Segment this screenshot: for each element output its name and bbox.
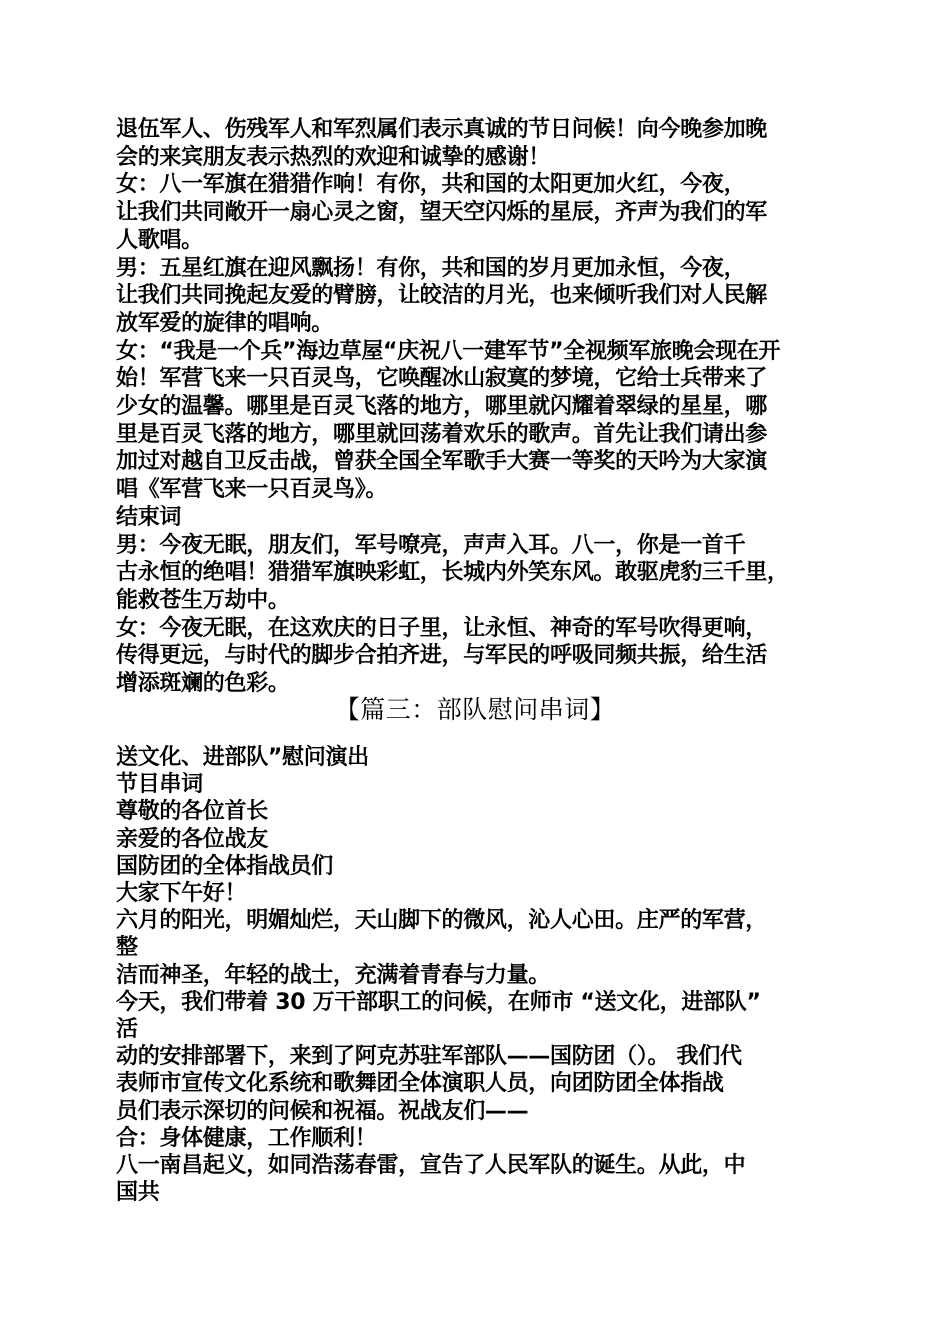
text-line: 结束词 (116, 504, 182, 530)
text-line: 古永恒的绝唱！猎猎军旗映彩虹，长城内外笑东风。敢驱虎豹三千里， (116, 560, 789, 586)
text-line: 男：五星红旗在迎风飘扬！有你，共和国的岁月更加永恒，今夜， (116, 255, 746, 281)
text-line: 国防团的全体指战员们 (116, 853, 334, 879)
text-line: 六月的阳光，明媚灿烂，天山脚下的微风，沁人心田。庄严的军营， (116, 908, 768, 934)
text-line: 今天，我们带着 30 万干部职工的问候，在师市 “送文化，进部队” (116, 989, 761, 1015)
section-three-text (116, 744, 846, 1206)
text-line: 女：“我是一个兵”海边草屋“庆祝八一建军节”全视频军旅晚会现在开 (116, 338, 781, 364)
section-one-text (116, 116, 846, 698)
section-heading: 【篇三：部队慰问串词】 (334, 695, 616, 724)
text-line: 会的来宾朋友表示热烈的欢迎和诚挚的感谢！ (116, 144, 551, 170)
text-line: 里是百灵飞落的地方，哪里就回荡着欢乐的歌声。首先让我们请出参 (116, 421, 768, 447)
text-line: 送文化、进部队”慰问演出 (116, 745, 369, 770)
text-line: 人歌唱。 (116, 227, 203, 253)
text-line: 让我们共同敞开一扇心灵之窗，望天空闪烁的星辰，齐声为我们的军 (116, 200, 768, 226)
text-line: 放军爱的旋律的唱响。 (116, 310, 334, 336)
text-line: 动的安排部署下，来到了阿克苏驻军部队——国防团（）。 我们代 (116, 1044, 742, 1070)
text-line: 女：今夜无眠，在这欢庆的日子里，让永恒、神奇的军号吹得更响， (116, 615, 768, 641)
text-line: 始！军营飞来一只百灵鸟，它唤醒冰山寂寞的梦境，它给士兵带来了 (116, 366, 768, 392)
text-line: 女：八一军旗在猎猎作响！有你，共和国的太阳更加火红，今夜， (116, 172, 746, 198)
text-line: 退伍军人、伤残军人和军烈属们表示真诚的节日问候！向今晚参加晚 (116, 117, 768, 142)
text-line: 活 (116, 1017, 138, 1043)
text-line: 加过对越自卫反击战，曾获全国全军歌手大赛一等奖的天吟为大家演 (116, 449, 768, 475)
text-line: 洁而神圣，年轻的战士，充满着青春与力量。 (116, 962, 551, 988)
text-line: 员们表示深切的问候和祝福。祝战友们—— (116, 1098, 529, 1124)
text-line: 男：今夜无眠，朋友们，军号嘹亮，声声入耳。八一，你是一首千 (116, 532, 746, 558)
text-line: 能救苍生万劫中。 (116, 587, 290, 613)
text-line: 表师市宣传文化系统和歌舞团全体演职人员，向团防团全体指战 (116, 1071, 724, 1097)
text-line: 尊敬的各位首长 (116, 799, 268, 825)
text-line: 八一南昌起义，如同浩荡春雷，宣告了人民军队的诞生。从此，中 (116, 1153, 746, 1179)
text-line: 传得更远，与时代的脚步合拍齐进，与军民的呼吸同频共振，给生活 (116, 643, 768, 669)
text-line: 少女的温馨。哪里是百灵飞落的地方，哪里就闪耀着翠绿的星星，哪 (116, 394, 768, 420)
text-line: 让我们共同挽起友爱的臂膀，让皎洁的月光，也来倾听我们对人民解 (116, 283, 768, 309)
text-line: 亲爱的各位战友 (116, 826, 268, 852)
text-line: 增添斑斓的色彩。 (116, 671, 290, 697)
text-line: 国共 (116, 1180, 160, 1206)
text-line: 合：身体健康，工作顺利！ (116, 1125, 377, 1151)
text-line: 整 (116, 935, 138, 961)
text-line: 节目串词 (116, 772, 203, 798)
text-line: 唱《军营飞来一只百灵鸟》。 (116, 477, 388, 503)
text-line: 大家下午好！ (116, 881, 247, 907)
